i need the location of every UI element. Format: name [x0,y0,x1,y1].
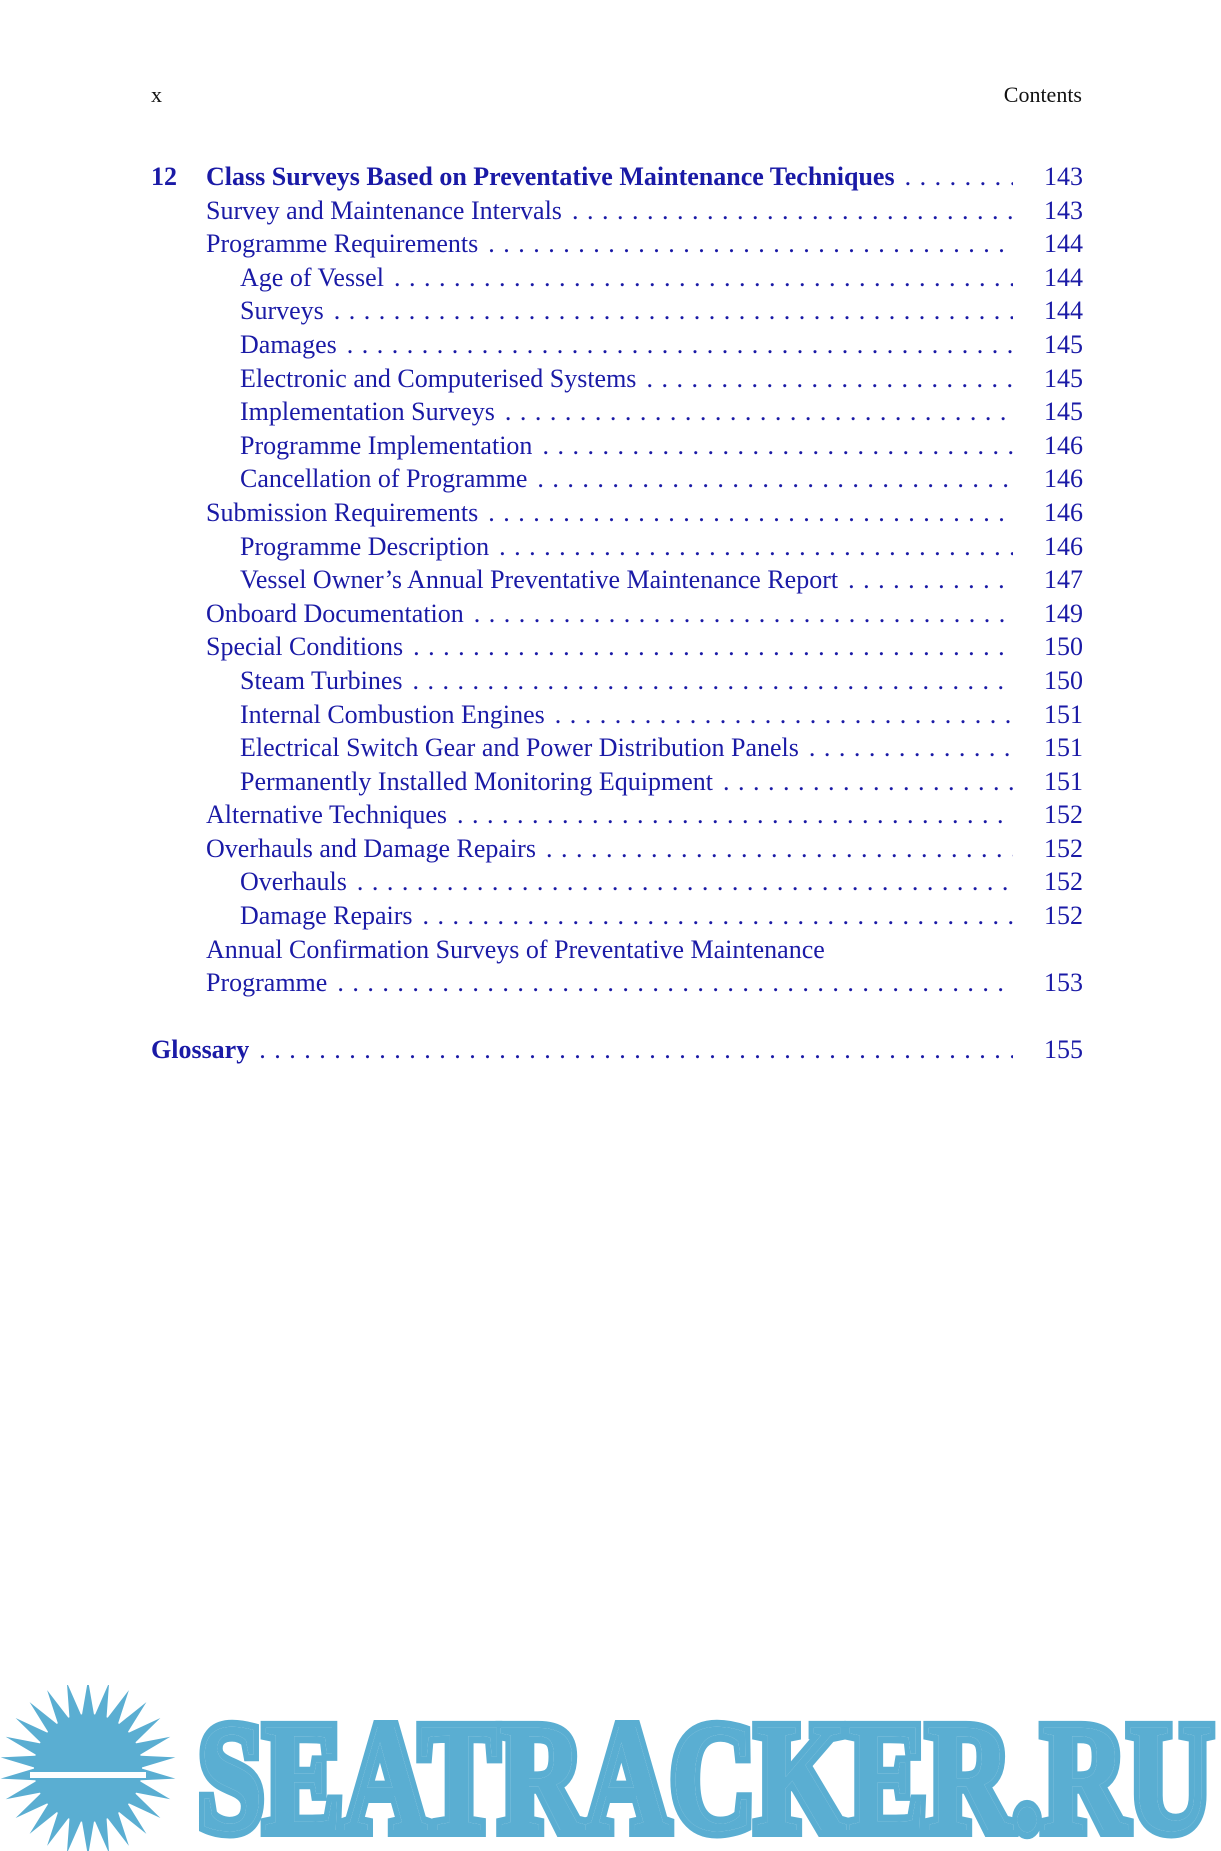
page-number: 153 [1044,968,1083,998]
dot-leader [809,731,1013,765]
toc-entry[interactable] [151,194,1083,228]
page-number: 146 [1044,464,1083,494]
toc-entry[interactable] [151,597,1083,631]
entry-title: Annual Confirmation Surveys of Preventative Maintenance [206,934,825,964]
entry-title: Programme [206,968,328,998]
dot-leader [499,530,1013,564]
entry-title: Programme Description [240,531,490,561]
entry-title: Alternative Techniques [206,800,448,830]
entry-title: Permanently Installed Monitoring Equipment [240,766,713,796]
running-head-title: Contents [1003,82,1082,107]
dot-leader [474,597,1013,631]
entry-title: Internal Combustion Engines [240,699,545,729]
page-number: 152 [1044,901,1083,931]
dot-leader [546,832,1013,866]
watermark-logo [0,1685,1221,1851]
page-number: 144 [1044,229,1083,259]
entry-title: Special Conditions [206,632,404,662]
toc-subentry[interactable] [151,530,1083,564]
entry-title: Steam Turbines [240,665,403,695]
toc-subentry[interactable] [151,698,1083,732]
chapter-number: 12 [151,162,177,191]
toc-subentry[interactable] [151,765,1083,799]
dot-leader [394,261,1013,295]
dot-leader [337,966,1013,1000]
dot-leader [646,362,1013,396]
table-of-contents [151,160,1083,1066]
entry-title: Implementation Surveys [240,397,495,427]
dot-leader [572,194,1013,228]
toc-entry-wrapped-line2[interactable] [151,966,1083,1000]
toc-entry[interactable] [151,496,1083,530]
dot-leader [488,496,1013,530]
toc-entry[interactable] [151,832,1083,866]
page-number: 149 [1044,598,1083,628]
entry-title: Electronic and Computerised Systems [240,363,637,393]
toc-subentry[interactable] [151,261,1083,295]
page-number: 145 [1044,363,1083,393]
running-head-page-number: x [151,82,162,107]
toc-subentry[interactable] [151,731,1083,765]
watermark-text: SEATRACKER.RU [198,1691,1213,1851]
entry-title: Damages [240,329,337,359]
dot-leader [259,1033,1013,1067]
watermark-text-fill: SEATRACKER.RU [198,1691,1213,1851]
entry-title: Vessel Owner’s Annual Preventative Maintenance Report [240,565,839,595]
sun-horizon [30,1772,146,1778]
dot-leader [905,160,1013,194]
toc-subentry[interactable] [151,429,1083,463]
dot-leader [413,630,1013,664]
dot-leader [723,765,1013,799]
dot-leader [542,429,1013,463]
entry-title: Age of Vessel [240,262,384,292]
entry-title: Programme Implementation [240,430,533,460]
dot-leader [413,664,1013,698]
toc-chapter-12[interactable] [151,160,1083,194]
entry-title: Onboard Documentation [206,598,464,628]
dot-leader [537,462,1013,496]
page-number: 150 [1044,665,1083,695]
glossary-title: Glossary [151,1034,250,1064]
page-number: 150 [1044,632,1083,662]
toc-subentry[interactable] [151,865,1083,899]
toc-entry[interactable] [151,798,1083,832]
entry-title: Programme Requirements [206,229,479,259]
entry-title: Damage Repairs [240,901,413,931]
sunburst-icon [1,1685,176,1851]
page-number: 152 [1044,867,1083,897]
toc-subentry[interactable] [151,664,1083,698]
dot-leader [555,698,1013,732]
page-number: 151 [1044,766,1083,796]
toc-entry[interactable] [151,630,1083,664]
toc-subentry[interactable] [151,462,1083,496]
page-number: 146 [1044,430,1083,460]
toc-entry-wrapped-line1[interactable] [151,933,1083,967]
dot-leader [347,328,1013,362]
spacer [151,1000,1083,1033]
page-number: 152 [1044,833,1083,863]
page-number: 143 [1044,195,1083,225]
dot-leader [334,294,1013,328]
entry-title: Cancellation of Programme [240,464,528,494]
entry-title: Overhauls [240,867,347,897]
dot-leader [423,899,1013,933]
page-number: 151 [1044,699,1083,729]
toc-subentry[interactable] [151,899,1083,933]
entry-title: Overhauls and Damage Repairs [206,833,536,863]
dot-leader [848,563,1013,597]
page-number: 155 [1044,1034,1083,1064]
dot-leader [457,798,1013,832]
page-number: 151 [1044,733,1083,763]
sun-disc [34,1714,142,1822]
toc-subentry[interactable] [151,362,1083,396]
entry-title: Submission Requirements [206,497,479,527]
entry-title: Electrical Switch Gear and Power Distribution Panels [240,733,799,763]
dot-leader [488,227,1013,261]
page-number: 145 [1044,397,1083,427]
page-number: 146 [1044,497,1083,527]
toc-glossary[interactable] [151,1033,1083,1067]
dot-leader [357,865,1013,899]
page-number: 143 [1044,162,1083,191]
toc-entry[interactable] [151,227,1083,261]
toc-subentry[interactable] [151,294,1083,328]
entry-title: Survey and Maintenance Intervals [206,195,562,225]
page-number: 152 [1044,800,1083,830]
toc-subentry[interactable] [151,328,1083,362]
entry-title: Surveys [240,296,324,326]
page-number: 144 [1044,296,1083,326]
toc-subentry[interactable] [151,395,1083,429]
page-number: 145 [1044,329,1083,359]
toc-subentry[interactable] [151,563,1083,597]
page-number: 144 [1044,262,1083,292]
chapter-title: Class Surveys Based on Preventative Maintenance Techniques [206,162,895,191]
page-number: 147 [1044,565,1083,595]
dot-leader [505,395,1013,429]
page-number: 146 [1044,531,1083,561]
